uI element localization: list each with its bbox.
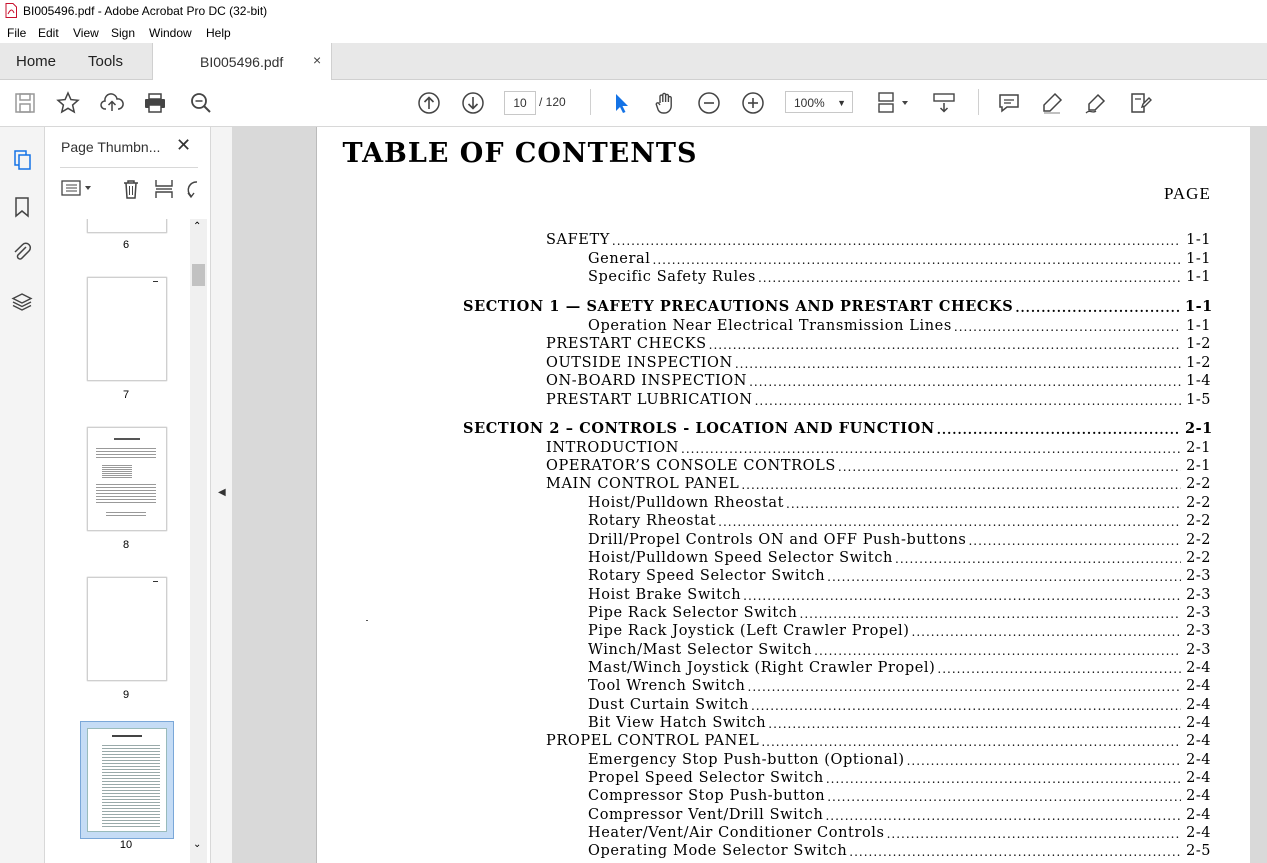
toc-leader-dots	[743, 589, 1181, 603]
toc-entry-page: 2-1	[1186, 440, 1211, 456]
toc-entry[interactable]	[588, 603, 1211, 621]
tab-tools[interactable]: Tools	[88, 53, 124, 70]
page-total: / 120	[539, 95, 566, 109]
toc-entry[interactable]	[588, 530, 1211, 548]
chevron-down-icon: ▼	[837, 98, 846, 108]
toc-leader-dots	[768, 717, 1181, 731]
toc-leader-dots	[826, 772, 1181, 786]
toc-entry-page: 2-4	[1186, 788, 1211, 804]
bookmark-icon[interactable]	[11, 196, 33, 218]
toc-entry-label: Compressor Stop Push-button	[588, 788, 826, 804]
toc-leader-dots	[748, 680, 1182, 694]
toolbar	[0, 80, 1267, 127]
toc-entry[interactable]	[546, 390, 1211, 408]
toc-entry-label: SECTION 2 – CONTROLS - LOCATION AND FUNCTION	[463, 420, 935, 437]
toc-entry[interactable]	[588, 786, 1211, 804]
toc-entry-page: 2-2	[1186, 476, 1211, 492]
panel-title: Page Thumbn...	[61, 139, 161, 155]
toc-entry-label: Pipe Rack Joystick (Left Crawler Propel)	[588, 623, 910, 639]
scroll-up-icon[interactable]: ⌃	[193, 221, 202, 232]
hand-tool-icon[interactable]	[653, 91, 677, 115]
toc-entry-page: 2-2	[1186, 495, 1211, 511]
thumbnail-page[interactable]	[87, 219, 167, 233]
tab-document-label: BI005496.pdf	[200, 54, 284, 70]
toc-leader-dots	[827, 790, 1181, 804]
toc-leader-dots	[895, 552, 1181, 566]
toc-entry[interactable]	[546, 334, 1211, 352]
toc-entry-page: 2-3	[1186, 623, 1211, 639]
toc-entry-page: 2-2	[1186, 532, 1211, 548]
toc-entry[interactable]	[588, 713, 1211, 731]
toc-entry-page: 2-4	[1186, 715, 1211, 731]
toc-entry-label: Dust Curtain Switch	[588, 697, 749, 713]
toc-entry-page: 2-3	[1186, 605, 1211, 621]
toc-entry-page: 2-4	[1186, 807, 1211, 823]
thumbnail-page[interactable]	[87, 427, 167, 531]
toc-entry-page: 2-4	[1186, 770, 1211, 786]
toc-entry-label: Propel Speed Selector Switch	[588, 770, 824, 786]
toc-leader-dots	[741, 478, 1181, 492]
rotate-icon[interactable]	[185, 178, 199, 200]
previous-page-icon[interactable]	[417, 91, 441, 115]
toc-entry-label: Compressor Vent/Drill Switch	[588, 807, 824, 823]
zoom-out-icon[interactable]	[697, 91, 721, 115]
toc-entry-page: 1-1	[1186, 232, 1211, 248]
toc-entry-page: 2-2	[1186, 513, 1211, 529]
toc-leader-dots	[761, 735, 1181, 749]
toc-entry[interactable]	[463, 419, 1211, 437]
toc-entry-label: Mast/Winch Joystick (Right Crawler Propel)	[588, 660, 936, 676]
toc-entry-page: 2-4	[1186, 733, 1211, 749]
toc-leader-dots	[825, 809, 1181, 823]
page-insert-icon[interactable]	[153, 178, 175, 200]
toc-entry-page: 2-2	[1186, 550, 1211, 566]
toc-entry[interactable]	[588, 511, 1211, 529]
zoom-in-icon[interactable]	[741, 91, 765, 115]
title-bar	[0, 0, 1267, 22]
toc-entry[interactable]	[588, 566, 1211, 584]
toc-leader-dots	[800, 607, 1182, 621]
scrollbar-thumb[interactable]	[192, 264, 205, 286]
toc-entry-label: Hoist Brake Switch	[588, 587, 742, 603]
upload-cloud-icon[interactable]	[100, 91, 124, 115]
zoom-select[interactable]	[785, 91, 853, 113]
thumbnail-page[interactable]	[87, 277, 167, 381]
sign-icon[interactable]	[1084, 91, 1108, 115]
comment-icon[interactable]	[997, 91, 1021, 115]
toc-entry[interactable]	[588, 585, 1211, 603]
toc-leader-dots	[758, 271, 1181, 285]
toc-entry-page: 2-1	[1186, 458, 1211, 474]
scroll-mode-icon[interactable]	[932, 91, 956, 115]
toc-entry-page: 2-4	[1186, 678, 1211, 694]
star-icon[interactable]	[56, 91, 80, 115]
toc-entry[interactable]	[588, 658, 1211, 676]
page-fit-icon[interactable]	[876, 91, 910, 115]
toc-entry[interactable]	[588, 823, 1211, 841]
tab-home[interactable]: Home	[16, 53, 57, 70]
toc-entry-label: Operation Near Electrical Transmission Lines	[588, 318, 952, 334]
menu-sign[interactable]: Sign	[111, 26, 136, 40]
document-gutter	[1250, 127, 1267, 863]
toc-entry[interactable]	[588, 249, 1211, 267]
menu-bar	[0, 22, 1267, 43]
pdf-file-icon	[5, 3, 17, 18]
toc-entry[interactable]	[588, 640, 1211, 658]
toc-entry-label: OPERATOR’S CONSOLE CONTROLS	[546, 458, 836, 474]
toc-entry-page: 2-4	[1186, 697, 1211, 713]
page-number-input[interactable]: 10	[504, 91, 536, 115]
thumbnail-label: 10	[119, 839, 133, 851]
toc-entry-page: 1-1	[1186, 251, 1211, 267]
toc-entry-label: Hoist/Pulldown Rheostat	[588, 495, 785, 511]
zoom-value: 100%	[794, 96, 825, 110]
toc-entry[interactable]	[546, 731, 1211, 749]
toc-entry-label: Pipe Rack Selector Switch	[588, 605, 798, 621]
toc-entry-label: Hoist/Pulldown Speed Selector Switch	[588, 550, 893, 566]
fill-sign-icon[interactable]	[1128, 91, 1152, 115]
layers-icon[interactable]	[11, 291, 33, 313]
toc-entry-page: 1-2	[1186, 336, 1211, 352]
toc-entry-page: 1-1	[1186, 318, 1211, 334]
collapse-left-icon: ◀	[218, 487, 226, 498]
toc-leader-dots	[968, 534, 1181, 548]
toolbar-divider	[590, 89, 591, 115]
thumbnail-list	[45, 219, 190, 863]
toc-leader-dots	[751, 699, 1181, 713]
toc-leader-dots	[838, 460, 1181, 474]
toc-leader-dots	[814, 644, 1181, 658]
toc-entry[interactable]	[546, 474, 1211, 492]
toc-entry-label: Specific Safety Rules	[588, 269, 756, 285]
toc-leader-dots	[887, 827, 1181, 841]
toc-leader-dots	[749, 375, 1181, 389]
toc-entry[interactable]	[588, 768, 1211, 786]
thumbnail-label: 8	[122, 539, 130, 551]
toc-entry[interactable]	[588, 750, 1211, 768]
toc-leader-dots	[954, 320, 1181, 334]
toc-entry[interactable]	[588, 621, 1211, 639]
navigation-rail	[0, 127, 45, 863]
highlight-pen-icon[interactable]	[1040, 91, 1064, 115]
toc-entry-label: PROPEL CONTROL PANEL	[546, 733, 760, 749]
next-page-icon[interactable]	[461, 91, 485, 115]
toc-entry-page: 2-3	[1186, 587, 1211, 603]
toc-leader-dots	[735, 357, 1181, 371]
toc-entry-label: Winch/Mast Selector Switch	[588, 642, 813, 658]
toc-entry[interactable]	[588, 695, 1211, 713]
toc-entry-page: 2-5	[1186, 843, 1211, 859]
toc-entry[interactable]	[546, 353, 1211, 371]
tab-close-button[interactable]: ×	[313, 52, 322, 68]
toc-entry-label: ON-BOARD INSPECTION	[546, 373, 748, 389]
toolbar-divider	[978, 89, 979, 115]
toc-entry[interactable]	[546, 371, 1211, 389]
toc-entry-page: 2-4	[1186, 825, 1211, 841]
window-title: BI005496.pdf - Adobe Acrobat Pro DC (32-bit)	[23, 4, 268, 18]
toc-leader-dots	[786, 497, 1181, 511]
toc-entry[interactable]	[546, 456, 1211, 474]
toc-entry[interactable]	[588, 267, 1211, 285]
delete-icon[interactable]	[120, 178, 142, 200]
toc-entry-label: OUTSIDE INSPECTION	[546, 355, 733, 371]
options-menu-icon[interactable]	[61, 179, 95, 199]
toc-entry[interactable]	[588, 805, 1211, 823]
thumbnail-label: 9	[122, 689, 130, 701]
toc-entry-page: 2-3	[1186, 568, 1211, 584]
scroll-down-icon[interactable]: ⌄	[193, 839, 202, 850]
toc-entry[interactable]	[546, 438, 1211, 456]
toc-entry-page: 1-1	[1186, 269, 1211, 285]
menu-view[interactable]: View	[73, 26, 99, 40]
toc-entry-label: Emergency Stop Push-button (Optional)	[588, 752, 905, 768]
toc-entry-label: General	[588, 251, 651, 267]
toc-entry-label: Tool Wrench Switch	[588, 678, 746, 694]
toc-entry[interactable]	[588, 316, 1211, 334]
toc-leader-dots	[612, 234, 1181, 248]
toc-entry-page: 2-4	[1186, 752, 1211, 768]
toc-leader-dots	[755, 394, 1181, 408]
zoom-search-icon[interactable]	[189, 91, 213, 115]
toc-entry-label: PRESTART LUBRICATION	[546, 392, 753, 408]
toc-leader-dots	[827, 570, 1181, 584]
toc-entry[interactable]	[588, 676, 1211, 694]
thumbnail-label: 7	[122, 389, 130, 401]
menu-file[interactable]: File	[7, 26, 27, 40]
toc-leader-dots	[709, 338, 1181, 352]
save-icon[interactable]	[13, 91, 37, 115]
menu-edit[interactable]: Edit	[38, 26, 59, 40]
toc-leader-dots	[1015, 301, 1181, 315]
toc-entry-label: Operating Mode Selector Switch	[588, 843, 848, 859]
toc-leader-dots	[937, 662, 1181, 676]
toc-leader-dots	[653, 253, 1182, 267]
toc-entry[interactable]	[588, 841, 1211, 859]
toc-leader-dots	[718, 515, 1181, 529]
toc-entry[interactable]	[588, 493, 1211, 511]
panel-collapse-handle[interactable]	[210, 127, 233, 863]
toc-entry-page: 1-4	[1186, 373, 1211, 389]
page-speck	[366, 620, 368, 621]
toc-entry-page: 1-2	[1186, 355, 1211, 371]
menu-help[interactable]: Help	[206, 26, 231, 40]
toc-entry-page: 2-3	[1186, 642, 1211, 658]
toc-leader-dots	[907, 754, 1181, 768]
toc-entry-label: Bit View Hatch Switch	[588, 715, 767, 731]
toc-entry[interactable]	[463, 297, 1211, 315]
toc-entry-label: PRESTART CHECKS	[546, 336, 707, 352]
toc-entry[interactable]	[588, 548, 1211, 566]
toc-entry-label: SECTION 1 — SAFETY PRECAUTIONS AND PRESTART CHECKS	[463, 298, 1014, 315]
toc-entry-label: Drill/Propel Controls ON and OFF Push-buttons	[588, 532, 967, 548]
toc-entry-label: Heater/Vent/Air Conditioner Controls	[588, 825, 885, 841]
attachment-icon[interactable]	[11, 241, 33, 263]
toc-entry-page: 1-1	[1185, 298, 1213, 315]
toc-leader-dots	[912, 625, 1181, 639]
tab-document[interactable]	[152, 43, 332, 80]
thumbnail-page[interactable]	[87, 577, 167, 681]
toc-page-header: PAGE	[1164, 184, 1211, 203]
close-icon[interactable]: ✕	[176, 135, 192, 155]
toc-entry[interactable]	[546, 230, 1211, 248]
thumbnail-selected[interactable]	[80, 721, 174, 839]
toc-leader-dots	[849, 845, 1181, 859]
toc-entry-label: SAFETY	[546, 232, 610, 248]
toc-title: TABLE OF CONTENTS	[342, 138, 698, 169]
toc-leader-dots	[937, 423, 1181, 437]
toc-entry-label: Rotary Speed Selector Switch	[588, 568, 826, 584]
toc-entry-page: 2-4	[1186, 660, 1211, 676]
select-cursor-icon[interactable]	[609, 91, 633, 115]
thumbnail-label: 6	[122, 239, 130, 251]
toc-entry-page: 1-5	[1186, 392, 1211, 408]
toc-entry-label: INTRODUCTION	[546, 440, 680, 456]
print-icon[interactable]	[143, 91, 167, 115]
toc-leader-dots	[681, 442, 1181, 456]
panel-toolbar	[45, 169, 209, 209]
toc-entry-page: 2-1	[1185, 420, 1213, 437]
menu-window[interactable]: Window	[149, 26, 192, 40]
toc-entry-label: MAIN CONTROL PANEL	[546, 476, 740, 492]
thumbnail-scrollbar[interactable]	[190, 219, 207, 863]
tab-bar	[0, 43, 1267, 80]
toc-entry-label: Rotary Rheostat	[588, 513, 717, 529]
